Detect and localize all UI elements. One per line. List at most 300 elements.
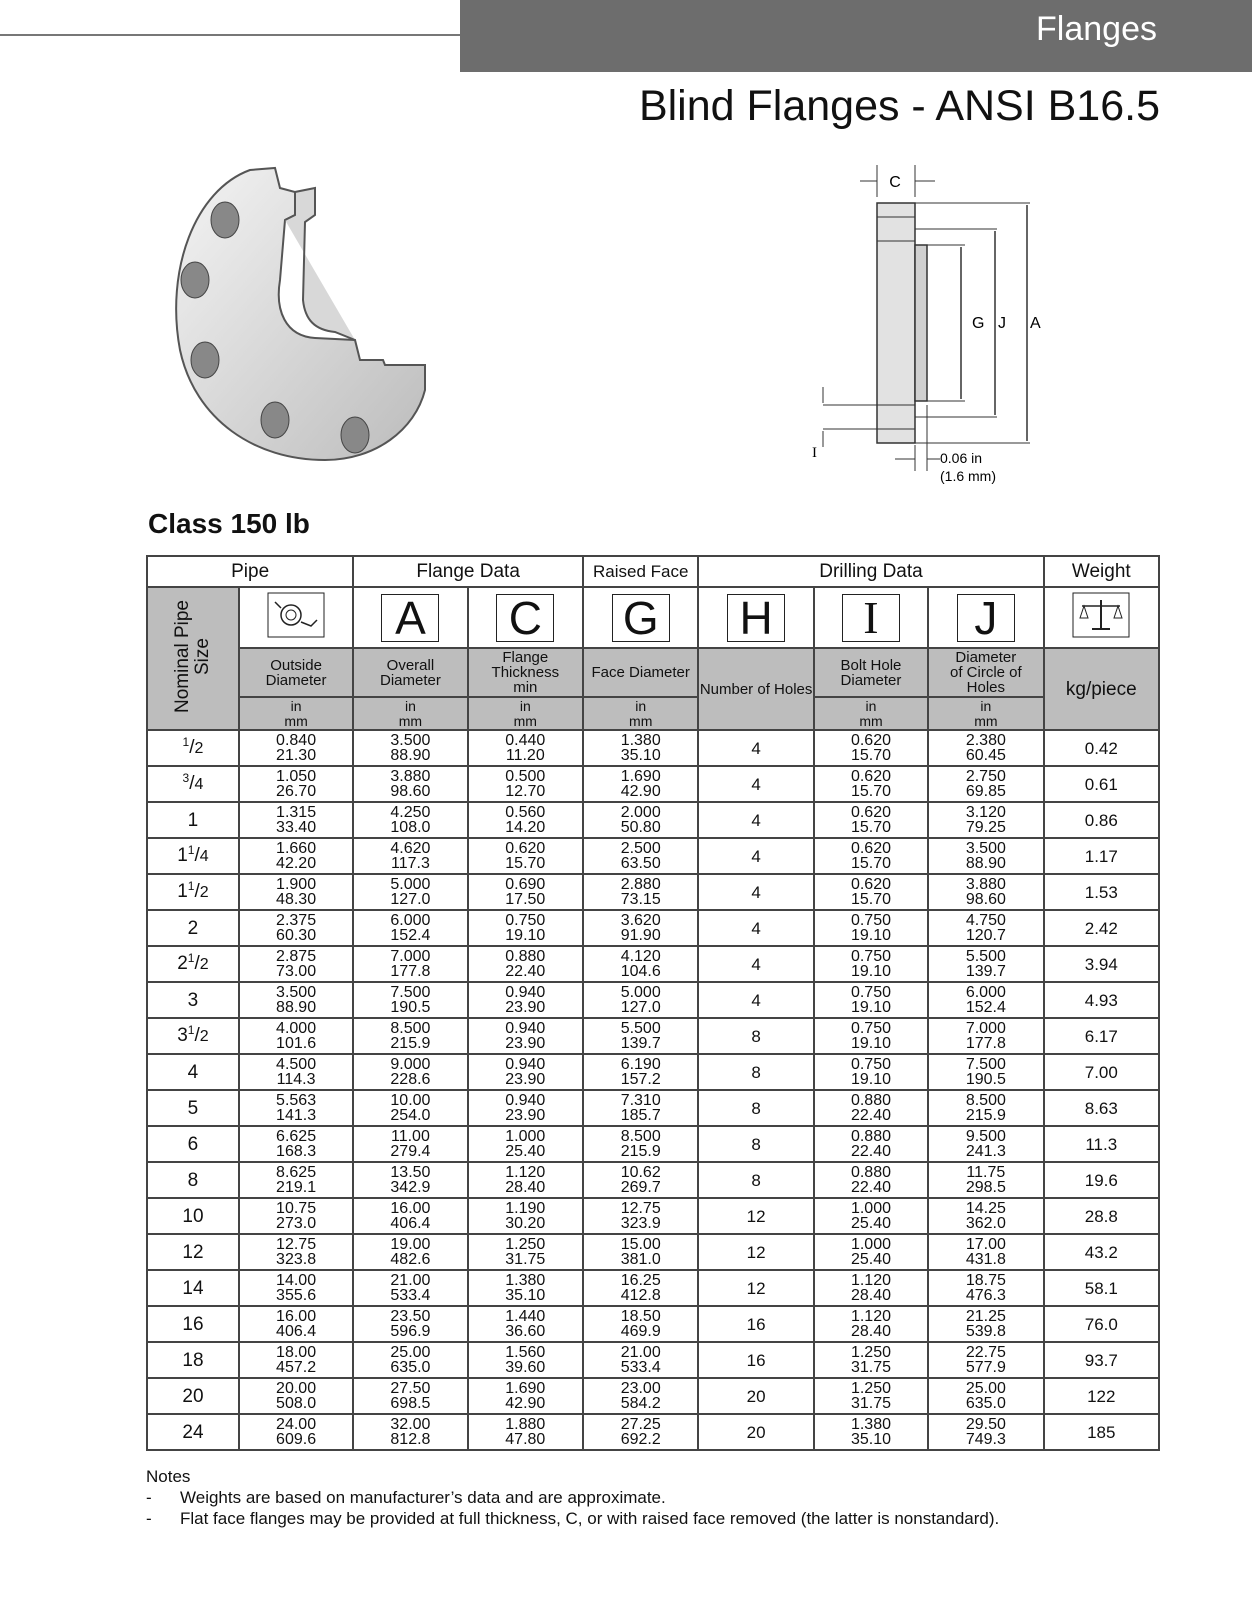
cell-nps bbox=[147, 982, 239, 1018]
cell-bolt-hole-diameter-mm: 31.75 bbox=[850, 1359, 891, 1376]
cell-flange-thickness-mm: 23.90 bbox=[505, 999, 546, 1016]
cell-face-diameter-mm: 584.2 bbox=[620, 1395, 661, 1412]
cell-circle-diameter-mm: 60.45 bbox=[965, 747, 1006, 764]
cell-circle-diameter-mm: 539.8 bbox=[965, 1323, 1006, 1340]
cell-outside-diameter-mm: 273.0 bbox=[276, 1215, 317, 1232]
cell-circle-diameter-mm: 120.7 bbox=[965, 927, 1006, 944]
cell-number-of-holes: 20 bbox=[698, 1378, 813, 1414]
cell-outside-diameter-mm: 33.40 bbox=[276, 819, 317, 836]
cell-number-of-holes: 16 bbox=[698, 1342, 813, 1378]
nps-whole: 8 bbox=[187, 1169, 199, 1191]
cell-overall-diameter-mm: 215.9 bbox=[390, 1035, 431, 1052]
cell-circle-diameter bbox=[928, 910, 1043, 946]
group-raised-face: Raised Face bbox=[583, 556, 698, 587]
cell-flange-thickness-mm: 25.40 bbox=[505, 1143, 546, 1160]
header-band bbox=[460, 0, 1252, 72]
nps-denominator: 2 bbox=[194, 740, 204, 757]
table-row bbox=[147, 1126, 1159, 1162]
cell-flange-thickness-in: 0.690 bbox=[505, 876, 546, 893]
cell-circle-diameter-in: 22.75 bbox=[965, 1344, 1006, 1361]
cell-nps bbox=[147, 1378, 239, 1414]
table-row bbox=[147, 1342, 1159, 1378]
cell-nps: $^1$/2 bbox=[147, 730, 239, 766]
cell-flange-thickness-mm: 23.90 bbox=[505, 1035, 546, 1052]
cell-weight: 0.86 bbox=[1044, 802, 1159, 838]
cell-circle-diameter-in: 5.500 bbox=[965, 948, 1006, 965]
cell-face-diameter bbox=[583, 1378, 698, 1414]
cell-face-diameter-in: 1.380 bbox=[620, 732, 661, 749]
symbol-h: H bbox=[727, 594, 785, 642]
cell-overall-diameter bbox=[353, 1306, 467, 1342]
cell-flange-thickness-mm: 42.90 bbox=[505, 1395, 546, 1412]
cell-outside-diameter-mm: 88.90 bbox=[276, 999, 317, 1016]
nps-numerator: 1 bbox=[182, 735, 190, 749]
nps-whole: 3 bbox=[177, 1025, 188, 1046]
cell-bolt-hole-diameter-mm: 15.70 bbox=[850, 747, 891, 764]
table-row bbox=[147, 1234, 1159, 1270]
cell-outside-diameter-in: 5.563 bbox=[276, 1092, 317, 1109]
cell-circle-diameter bbox=[928, 874, 1043, 910]
col-bolt-hole-diameter: Bolt Hole Diameter bbox=[814, 648, 928, 697]
table-row bbox=[147, 982, 1159, 1018]
nps-whole: 20 bbox=[182, 1385, 204, 1407]
col-circle-line2: of Circle of bbox=[950, 664, 1022, 681]
cell-bolt-hole-diameter-in: 0.750 bbox=[850, 948, 891, 965]
unit-mm: mm bbox=[284, 712, 308, 729]
cell-nps bbox=[147, 1162, 239, 1198]
table-row bbox=[147, 1270, 1159, 1306]
table-row bbox=[147, 1162, 1159, 1198]
col-face-diameter: Face Diameter bbox=[583, 648, 698, 697]
cell-bolt-hole-diameter-mm: 25.40 bbox=[850, 1215, 891, 1232]
cell-overall-diameter-in: 23.50 bbox=[390, 1308, 431, 1325]
nps-whole: 1 bbox=[177, 881, 188, 902]
cell-circle-diameter-in: 7.500 bbox=[965, 1056, 1006, 1073]
cell-weight: 11.3 bbox=[1044, 1126, 1159, 1162]
cell-circle-diameter-in: 2.750 bbox=[965, 768, 1006, 785]
cell-overall-diameter-in: 4.250 bbox=[390, 804, 431, 821]
table-row bbox=[147, 946, 1159, 982]
cell-number-of-holes: 8 bbox=[698, 1126, 813, 1162]
cell-face-diameter-in: 18.50 bbox=[620, 1308, 661, 1325]
cell-circle-diameter bbox=[928, 1270, 1043, 1306]
cell-number-of-holes: 4 bbox=[698, 910, 813, 946]
cell-number-of-holes: 4 bbox=[698, 838, 813, 874]
cell-outside-diameter-in: 2.875 bbox=[276, 948, 317, 965]
cell-weight: 0.42 bbox=[1044, 730, 1159, 766]
cell-outside-diameter bbox=[239, 1054, 353, 1090]
cell-overall-diameter bbox=[353, 1414, 467, 1450]
cell-face-diameter-in: 21.00 bbox=[620, 1344, 661, 1361]
cell-overall-diameter bbox=[353, 910, 467, 946]
cell-number-of-holes: 8 bbox=[698, 1054, 813, 1090]
cell-circle-diameter bbox=[928, 1306, 1043, 1342]
cell-face-diameter-mm: 215.9 bbox=[620, 1143, 661, 1160]
cell-flange-thickness bbox=[468, 1414, 583, 1450]
nps-numerator: 1 bbox=[187, 951, 195, 965]
cell-face-diameter bbox=[583, 1090, 698, 1126]
nps-whole: 14 bbox=[182, 1277, 204, 1299]
cell-nps: $^3$/4 bbox=[147, 766, 239, 802]
unit-in: in bbox=[865, 697, 877, 714]
cell-circle-diameter bbox=[928, 982, 1043, 1018]
cell-overall-diameter bbox=[353, 874, 467, 910]
cell-flange-thickness bbox=[468, 766, 583, 802]
cell-weight: 4.93 bbox=[1044, 982, 1159, 1018]
cell-overall-diameter-mm: 152.4 bbox=[390, 927, 431, 944]
cell-overall-diameter-mm: 698.5 bbox=[390, 1395, 431, 1412]
cell-bolt-hole-diameter bbox=[814, 1054, 928, 1090]
cell-overall-diameter-in: 13.50 bbox=[390, 1164, 431, 1181]
cell-face-diameter-mm: 692.2 bbox=[620, 1431, 661, 1448]
cell-nps bbox=[147, 802, 239, 838]
cell-flange-thickness-in: 1.380 bbox=[505, 1272, 546, 1289]
cell-circle-diameter-in: 2.380 bbox=[965, 732, 1006, 749]
cell-face-diameter-mm: 127.0 bbox=[620, 999, 661, 1016]
cell-flange-thickness bbox=[468, 1378, 583, 1414]
top-rule bbox=[0, 34, 460, 36]
cell-outside-diameter-in: 20.00 bbox=[276, 1380, 317, 1397]
cell-flange-thickness-in: 1.560 bbox=[505, 1344, 546, 1361]
group-pipe: Pipe bbox=[147, 556, 353, 587]
cell-face-diameter-in: 1.690 bbox=[620, 768, 661, 785]
dimensions-table bbox=[146, 555, 1160, 1451]
cell-flange-thickness-in: 0.620 bbox=[505, 840, 546, 857]
nps-whole: 5 bbox=[187, 1097, 199, 1119]
cell-outside-diameter bbox=[239, 1162, 353, 1198]
label-g: G bbox=[972, 315, 985, 332]
cell-flange-thickness bbox=[468, 1126, 583, 1162]
nps-whole: 10 bbox=[182, 1205, 204, 1227]
cell-outside-diameter-in: 0.840 bbox=[276, 732, 317, 749]
cell-overall-diameter-mm: 596.9 bbox=[390, 1323, 431, 1340]
cell-outside-diameter-in: 4.000 bbox=[276, 1020, 317, 1037]
cell-face-diameter-mm: 157.2 bbox=[620, 1071, 661, 1088]
group-weight: Weight bbox=[1044, 556, 1159, 587]
cell-bolt-hole-diameter-in: 0.620 bbox=[850, 840, 891, 857]
cell-bolt-hole-diameter-mm: 28.40 bbox=[850, 1323, 891, 1340]
cell-bolt-hole-diameter-mm: 15.70 bbox=[850, 891, 891, 908]
cell-outside-diameter-mm: 323.8 bbox=[276, 1251, 317, 1268]
note-item: - Weights are based on manufacturer’s data and are approximate. bbox=[146, 1487, 999, 1508]
cell-face-diameter bbox=[583, 1162, 698, 1198]
cell-weight: 185 bbox=[1044, 1414, 1159, 1450]
cell-nps bbox=[147, 1414, 239, 1450]
cell-bolt-hole-diameter-in: 0.620 bbox=[850, 876, 891, 893]
cell-overall-diameter-in: 4.620 bbox=[390, 840, 431, 857]
cell-weight: 0.61 bbox=[1044, 766, 1159, 802]
page-title: Blind Flanges - ANSI B16.5 bbox=[638, 82, 1160, 130]
cell-overall-diameter-mm: 342.9 bbox=[390, 1179, 431, 1196]
cell-face-diameter-in: 4.120 bbox=[620, 948, 661, 965]
cell-bolt-hole-diameter bbox=[814, 1414, 928, 1450]
cell-flange-thickness-mm: 39.60 bbox=[505, 1359, 546, 1376]
cell-number-of-holes: 12 bbox=[698, 1234, 813, 1270]
cell-bolt-hole-diameter bbox=[814, 1198, 928, 1234]
cell-outside-diameter-mm: 609.6 bbox=[276, 1431, 317, 1448]
cell-overall-diameter-in: 10.00 bbox=[390, 1092, 431, 1109]
cell-bolt-hole-diameter-in: 0.880 bbox=[850, 1092, 891, 1109]
cell-bolt-hole-diameter bbox=[814, 1018, 928, 1054]
cell-outside-diameter-in: 4.500 bbox=[276, 1056, 317, 1073]
notes bbox=[146, 1466, 999, 1529]
cell-nps: $3^1/2$ bbox=[147, 1018, 239, 1054]
cell-circle-diameter-mm: 98.60 bbox=[965, 891, 1006, 908]
cell-bolt-hole-diameter-mm: 19.10 bbox=[850, 1071, 891, 1088]
nps-whole: 16 bbox=[182, 1313, 204, 1335]
cell-bolt-hole-diameter bbox=[814, 1342, 928, 1378]
nps-whole: 2 bbox=[177, 953, 188, 974]
cell-face-diameter-in: 5.000 bbox=[620, 984, 661, 1001]
cell-circle-diameter bbox=[928, 946, 1043, 982]
cell-flange-thickness bbox=[468, 802, 583, 838]
cell-overall-diameter bbox=[353, 1090, 467, 1126]
cell-weight: 1.53 bbox=[1044, 874, 1159, 910]
cell-outside-diameter-in: 12.75 bbox=[276, 1236, 317, 1253]
cell-outside-diameter-in: 16.00 bbox=[276, 1308, 317, 1325]
cell-overall-diameter-mm: 254.0 bbox=[390, 1107, 431, 1124]
cell-flange-thickness-in: 1.190 bbox=[505, 1200, 546, 1217]
cell-circle-diameter-in: 8.500 bbox=[965, 1092, 1006, 1109]
cell-number-of-holes: 4 bbox=[698, 802, 813, 838]
unit-in: in bbox=[635, 697, 647, 714]
cell-circle-diameter-in: 9.500 bbox=[965, 1128, 1006, 1145]
cell-nps: $1^1/4$ bbox=[147, 838, 239, 874]
col-flange-thickness-line2: Thickness bbox=[491, 664, 560, 681]
cell-weight: 122 bbox=[1044, 1378, 1159, 1414]
cell-bolt-hole-diameter bbox=[814, 802, 928, 838]
cell-outside-diameter-mm: 406.4 bbox=[276, 1323, 317, 1340]
cell-overall-diameter-mm: 533.4 bbox=[390, 1287, 431, 1304]
group-flange-data: Flange Data bbox=[353, 556, 583, 587]
cell-flange-thickness bbox=[468, 910, 583, 946]
cell-bolt-hole-diameter-mm: 19.10 bbox=[850, 999, 891, 1016]
unit-in: in bbox=[404, 697, 416, 714]
cell-circle-diameter-mm: 88.90 bbox=[965, 855, 1006, 872]
cell-overall-diameter bbox=[353, 730, 467, 766]
cell-flange-thickness-mm: 35.10 bbox=[505, 1287, 546, 1304]
cell-weight: 1.17 bbox=[1044, 838, 1159, 874]
cell-outside-diameter bbox=[239, 1378, 353, 1414]
cell-bolt-hole-diameter-in: 0.750 bbox=[850, 912, 891, 929]
note-in: 0.06 in bbox=[940, 450, 983, 466]
cell-flange-thickness bbox=[468, 1162, 583, 1198]
cell-face-diameter-mm: 381.0 bbox=[620, 1251, 661, 1268]
cell-overall-diameter bbox=[353, 802, 467, 838]
cell-face-diameter-mm: 42.90 bbox=[620, 783, 661, 800]
cell-bolt-hole-diameter-in: 0.880 bbox=[850, 1128, 891, 1145]
cell-flange-thickness-in: 0.500 bbox=[505, 768, 546, 785]
cell-circle-diameter-mm: 476.3 bbox=[965, 1287, 1006, 1304]
cell-weight: 8.63 bbox=[1044, 1090, 1159, 1126]
cell-circle-diameter bbox=[928, 1378, 1043, 1414]
cell-face-diameter-in: 10.62 bbox=[620, 1164, 661, 1181]
cell-circle-diameter-in: 3.120 bbox=[965, 804, 1006, 821]
cell-circle-diameter-in: 14.25 bbox=[965, 1200, 1006, 1217]
cell-nps bbox=[147, 1054, 239, 1090]
cell-bolt-hole-diameter-mm: 22.40 bbox=[850, 1179, 891, 1196]
cell-nps bbox=[147, 1198, 239, 1234]
cell-face-diameter-mm: 73.15 bbox=[620, 891, 661, 908]
cell-number-of-holes: 4 bbox=[698, 982, 813, 1018]
cell-overall-diameter bbox=[353, 1270, 467, 1306]
symbol-c: C bbox=[496, 594, 554, 642]
cell-face-diameter-in: 16.25 bbox=[620, 1272, 661, 1289]
cell-overall-diameter-in: 25.00 bbox=[390, 1344, 431, 1361]
cell-bolt-hole-diameter-in: 1.000 bbox=[850, 1200, 891, 1217]
cell-outside-diameter-mm: 73.00 bbox=[276, 963, 317, 980]
cell-face-diameter bbox=[583, 1126, 698, 1162]
label-j: J bbox=[998, 315, 1006, 332]
dimension-drawing bbox=[812, 165, 1065, 495]
cell-overall-diameter bbox=[353, 946, 467, 982]
cell-bolt-hole-diameter-in: 0.750 bbox=[850, 984, 891, 1001]
cell-overall-diameter-mm: 406.4 bbox=[390, 1215, 431, 1232]
cell-circle-diameter-in: 25.00 bbox=[965, 1380, 1006, 1397]
cell-overall-diameter bbox=[353, 1234, 467, 1270]
unit-mm: mm bbox=[513, 712, 537, 729]
cell-flange-thickness bbox=[468, 1054, 583, 1090]
notes-title: Notes bbox=[146, 1467, 191, 1486]
cell-flange-thickness-mm: 30.20 bbox=[505, 1215, 546, 1232]
cell-flange-thickness-in: 1.690 bbox=[505, 1380, 546, 1397]
unit-in: in bbox=[980, 697, 992, 714]
cell-overall-diameter-mm: 127.0 bbox=[390, 891, 431, 908]
cell-circle-diameter bbox=[928, 838, 1043, 874]
cell-overall-diameter-mm: 482.6 bbox=[390, 1251, 431, 1268]
cell-face-diameter bbox=[583, 730, 698, 766]
cell-flange-thickness-mm: 15.70 bbox=[505, 855, 546, 872]
cell-outside-diameter-in: 1.900 bbox=[276, 876, 317, 893]
cell-outside-diameter bbox=[239, 1270, 353, 1306]
cell-flange-thickness-mm: 22.40 bbox=[505, 963, 546, 980]
cell-face-diameter bbox=[583, 946, 698, 982]
table-row bbox=[147, 1090, 1159, 1126]
cell-flange-thickness-mm: 36.60 bbox=[505, 1323, 546, 1340]
cell-outside-diameter bbox=[239, 1090, 353, 1126]
cell-flange-thickness-mm: 12.70 bbox=[505, 783, 546, 800]
cell-flange-thickness-in: 1.250 bbox=[505, 1236, 546, 1253]
cell-outside-diameter-in: 10.75 bbox=[276, 1200, 317, 1217]
cell-circle-diameter-in: 3.880 bbox=[965, 876, 1006, 893]
cell-number-of-holes: 4 bbox=[698, 874, 813, 910]
nps-whole: 12 bbox=[182, 1241, 204, 1263]
cell-number-of-holes: 12 bbox=[698, 1270, 813, 1306]
cell-flange-thickness bbox=[468, 1090, 583, 1126]
cell-circle-diameter-mm: 431.8 bbox=[965, 1251, 1006, 1268]
cell-number-of-holes: 8 bbox=[698, 1090, 813, 1126]
cell-outside-diameter bbox=[239, 910, 353, 946]
unit-cell-g bbox=[583, 697, 698, 730]
cell-bolt-hole-diameter bbox=[814, 1270, 928, 1306]
cell-face-diameter-mm: 91.90 bbox=[620, 927, 661, 944]
cell-circle-diameter-in: 4.750 bbox=[965, 912, 1006, 929]
cell-overall-diameter bbox=[353, 1198, 467, 1234]
cell-bolt-hole-diameter-mm: 22.40 bbox=[850, 1143, 891, 1160]
cell-circle-diameter-mm: 362.0 bbox=[965, 1215, 1006, 1232]
cell-circle-diameter bbox=[928, 1234, 1043, 1270]
cell-outside-diameter-in: 24.00 bbox=[276, 1416, 317, 1433]
nps-whole: 24 bbox=[182, 1421, 204, 1443]
cell-bolt-hole-diameter-in: 1.380 bbox=[850, 1416, 891, 1433]
cell-flange-thickness-in: 1.880 bbox=[505, 1416, 546, 1433]
cell-flange-thickness-mm: 11.20 bbox=[505, 747, 545, 764]
cell-bolt-hole-diameter-in: 0.620 bbox=[850, 804, 891, 821]
cell-outside-diameter-mm: 141.3 bbox=[276, 1107, 317, 1124]
cell-outside-diameter-in: 2.375 bbox=[276, 912, 317, 929]
cell-circle-diameter-in: 7.000 bbox=[965, 1020, 1006, 1037]
cell-overall-diameter bbox=[353, 1018, 467, 1054]
cell-circle-diameter bbox=[928, 1018, 1043, 1054]
unit-cell-od bbox=[239, 697, 353, 730]
col-outside-diameter: Outside Diameter bbox=[239, 648, 353, 697]
cell-outside-diameter-mm: 219.1 bbox=[276, 1179, 317, 1196]
cell-outside-diameter bbox=[239, 946, 353, 982]
cell-flange-thickness-in: 0.940 bbox=[505, 1056, 546, 1073]
cell-face-diameter bbox=[583, 1018, 698, 1054]
nps-whole: 2 bbox=[187, 917, 199, 939]
class-title: Class 150 lb bbox=[148, 508, 310, 539]
cell-outside-diameter bbox=[239, 1234, 353, 1270]
cell-bolt-hole-diameter bbox=[814, 1162, 928, 1198]
symbol-j: J bbox=[957, 594, 1015, 642]
cell-circle-diameter bbox=[928, 1162, 1043, 1198]
cell-face-diameter bbox=[583, 1198, 698, 1234]
cell-outside-diameter-mm: 60.30 bbox=[276, 927, 317, 944]
cell-nps bbox=[147, 1234, 239, 1270]
cell-overall-diameter-in: 5.000 bbox=[390, 876, 431, 893]
note-mm: (1.6 mm) bbox=[940, 468, 996, 484]
col-circle-line3: Holes bbox=[966, 679, 1006, 696]
cell-face-diameter bbox=[583, 1414, 698, 1450]
cell-face-diameter-mm: 269.7 bbox=[620, 1179, 661, 1196]
cell-bolt-hole-diameter-mm: 28.40 bbox=[850, 1287, 891, 1304]
nps-denominator: 4 bbox=[194, 776, 204, 793]
col-flange-thickness bbox=[468, 648, 583, 697]
cell-overall-diameter-in: 6.000 bbox=[390, 912, 431, 929]
cell-outside-diameter-mm: 457.2 bbox=[276, 1359, 317, 1376]
cell-flange-thickness-mm: 17.50 bbox=[505, 891, 546, 908]
table-row bbox=[147, 802, 1159, 838]
cell-flange-thickness-in: 0.750 bbox=[505, 912, 546, 929]
note-item: - Flat face flanges may be provided at full thickness, C, or with raised face removed (the latter is nonstandard). bbox=[146, 1508, 999, 1529]
cell-flange-thickness bbox=[468, 1018, 583, 1054]
nps-denominator: 2 bbox=[199, 884, 209, 901]
cell-face-diameter-mm: 533.4 bbox=[620, 1359, 661, 1376]
cell-flange-thickness-in: 1.440 bbox=[505, 1308, 546, 1325]
nps-whole: 3 bbox=[187, 989, 199, 1011]
cell-circle-diameter bbox=[928, 1090, 1043, 1126]
cell-overall-diameter-in: 8.500 bbox=[390, 1020, 431, 1037]
nps-whole: 1 bbox=[187, 809, 199, 831]
cell-bolt-hole-diameter bbox=[814, 1126, 928, 1162]
cell-weight: 2.42 bbox=[1044, 910, 1159, 946]
cell-overall-diameter-mm: 98.60 bbox=[390, 783, 431, 800]
cell-number-of-holes: 20 bbox=[698, 1414, 813, 1450]
cell-face-diameter bbox=[583, 910, 698, 946]
cell-bolt-hole-diameter-in: 1.000 bbox=[850, 1236, 891, 1253]
cell-overall-diameter-in: 9.000 bbox=[390, 1056, 431, 1073]
cell-number-of-holes: 8 bbox=[698, 1018, 813, 1054]
cell-flange-thickness-mm: 31.75 bbox=[505, 1251, 546, 1268]
cell-bolt-hole-diameter-mm: 15.70 bbox=[850, 783, 891, 800]
cell-flange-thickness-mm: 23.90 bbox=[505, 1107, 546, 1124]
cell-overall-diameter-in: 3.880 bbox=[390, 768, 431, 785]
cell-nps bbox=[147, 1090, 239, 1126]
cell-outside-diameter bbox=[239, 1342, 353, 1378]
unit-in: in bbox=[290, 697, 302, 714]
cell-overall-diameter bbox=[353, 1126, 467, 1162]
